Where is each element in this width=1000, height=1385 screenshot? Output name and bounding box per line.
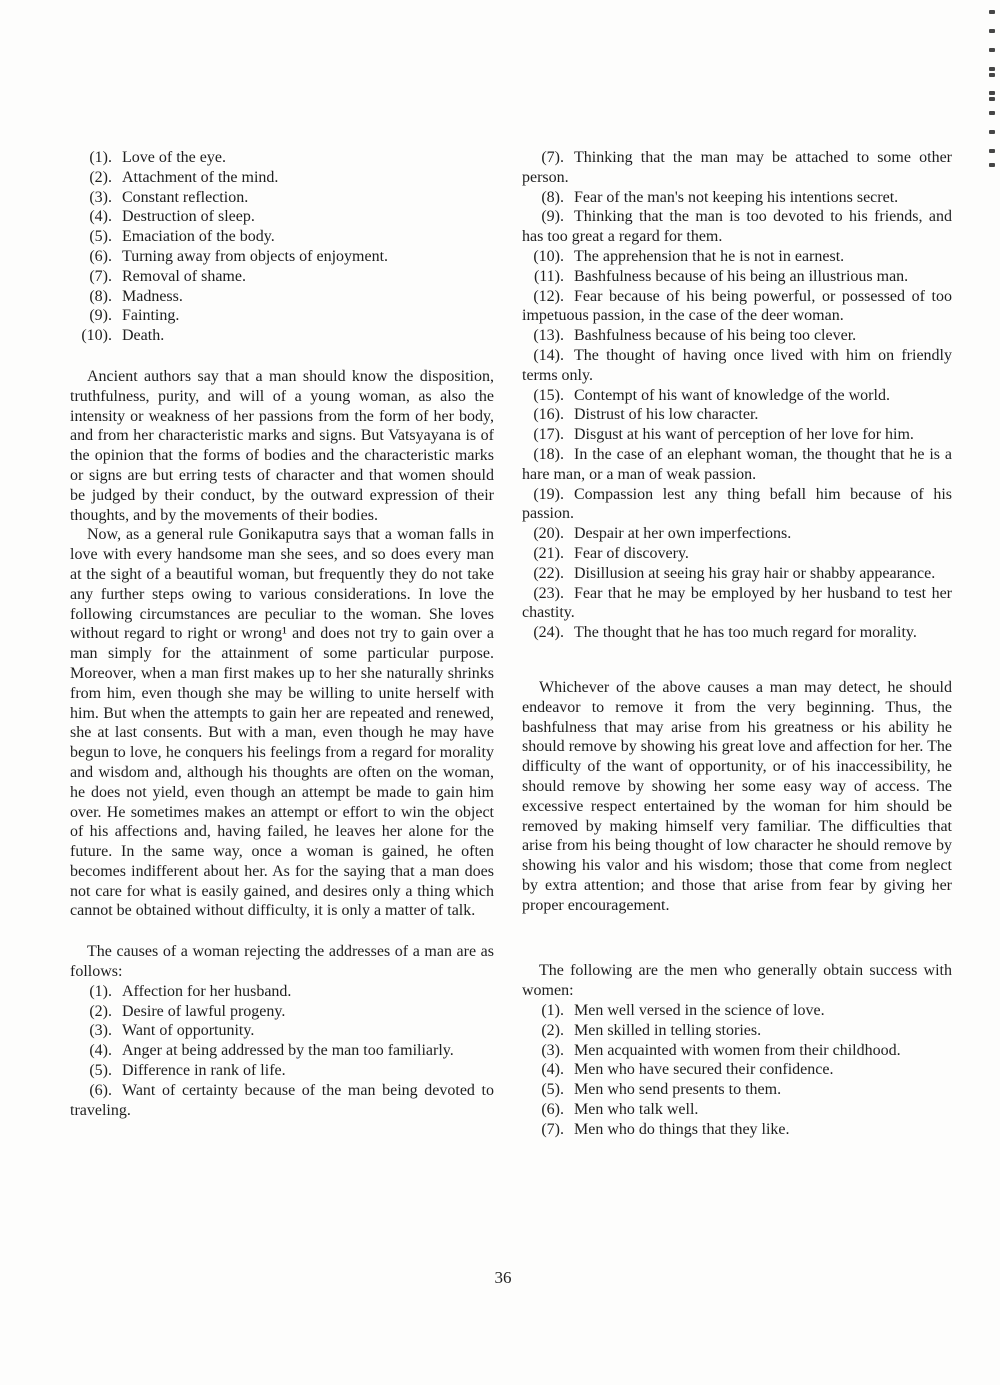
item-text: Difference in rank of life.: [122, 1062, 286, 1080]
list-item: [522, 1021, 952, 1041]
item-number: (21).: [533, 544, 564, 562]
item-text: The apprehension that he is not in earnest.: [574, 247, 845, 265]
item-number: (12).: [533, 287, 564, 305]
list-item: [70, 287, 494, 307]
scan-artifact-mark: [989, 91, 995, 95]
item-text: Men who talk well.: [574, 1101, 699, 1119]
item-number: (19).: [533, 485, 564, 503]
scan-artifact-mark: [989, 149, 995, 153]
list-item: [70, 188, 494, 208]
list-item: [70, 247, 494, 267]
list-item: [522, 1080, 952, 1100]
list-item: [522, 1041, 952, 1061]
item-text: Men who have secured their confidence.: [574, 1061, 834, 1079]
item-text: Men who do things that they like.: [574, 1120, 790, 1138]
item-text: Madness.: [122, 287, 183, 305]
list-item: [70, 1081, 494, 1121]
scan-artifact-mark: [989, 130, 995, 134]
list-item: [70, 982, 494, 1002]
scan-artifact-mark: [989, 67, 995, 71]
item-number: (4).: [541, 1061, 564, 1079]
item-number: (9).: [89, 307, 112, 325]
item-number: (1).: [89, 149, 112, 166]
list-item: [522, 564, 952, 584]
item-number: (2).: [89, 168, 112, 186]
item-text: Emaciation of the body.: [122, 228, 275, 246]
rejection-list: [70, 982, 494, 1121]
text-columns: [70, 148, 952, 1140]
item-number: (13).: [533, 327, 564, 345]
item-text: Constant reflection.: [122, 188, 249, 206]
list-item: [522, 524, 952, 544]
item-text: Fear that he may be employed by her husband to test her chastity.: [522, 584, 952, 622]
item-text: In the case of an elephant woman, the thought that he is a hare man, or a man of weak passion.: [522, 445, 952, 483]
paragraph-ancient-authors: Ancient authors say that a man should know the disposition, truthfulness, purity, and will of a young woman, as also the intensity or weakness of her passions from the form of her body, and from her characteristic marks and signs. But Vatsyayana is of the opinion that the forms of bodies and the characteristic marks or signs are but erring tests of character and that women should be judged by their conduct, by the outward expression of their thoughts, and by the movements of their bodies.: [70, 367, 494, 524]
item-number: (5).: [541, 1081, 564, 1099]
item-number: (11).: [533, 267, 564, 285]
list-item: [522, 405, 952, 425]
scan-artifact-mark: [989, 111, 995, 115]
item-text: The thought that he has too much regard for morality.: [574, 624, 917, 642]
item-number: (23).: [533, 584, 564, 602]
item-text: Disillusion at seeing his gray hair or shabby appearance.: [574, 564, 936, 582]
item-number: (7).: [541, 149, 564, 166]
item-number: (7).: [541, 1120, 564, 1138]
symptoms-list: [70, 148, 494, 346]
page-number: 36: [494, 1268, 512, 1287]
item-text: Love of the eye.: [122, 149, 226, 166]
item-text: Affection for her husband.: [122, 982, 292, 1000]
list-item: [522, 445, 952, 485]
item-number: (7).: [89, 267, 112, 285]
item-text: Attachment of the mind.: [122, 168, 279, 186]
list-item: [522, 267, 952, 287]
list-item: [70, 1021, 494, 1041]
item-number: (8).: [541, 188, 564, 206]
item-text: Men acquainted with women from their childhood.: [574, 1041, 901, 1059]
item-number: (6).: [89, 1081, 112, 1099]
list-item: [522, 148, 952, 188]
list-item: [522, 544, 952, 564]
item-text: Thinking that the man is too devoted to his friends, and has too great a regard for them.: [522, 208, 952, 246]
scan-artifact-mark: [989, 97, 995, 101]
item-number: (2).: [89, 1002, 112, 1020]
item-text: Anger at being addressed by the man too familiarly.: [122, 1042, 454, 1060]
item-text: Fainting.: [122, 307, 180, 325]
item-number: (17).: [533, 426, 564, 444]
item-number: (1).: [89, 982, 112, 1000]
rejection-intro: The causes of a woman rejecting the addresses of a man are as follows:: [70, 943, 494, 981]
item-text: Men well versed in the science of love.: [574, 1002, 825, 1020]
item-number: (4).: [89, 208, 112, 226]
item-number: (5).: [89, 1062, 112, 1080]
item-number: (16).: [533, 406, 564, 424]
item-text: Turning away from objects of enjoyment.: [122, 247, 389, 265]
item-number: (10).: [533, 247, 564, 265]
scan-artifact-mark: [989, 29, 995, 33]
list-item: [522, 188, 952, 208]
list-item: [70, 1041, 494, 1061]
list-item: [522, 425, 952, 445]
item-number: (9).: [541, 208, 564, 226]
item-number: (22).: [533, 564, 564, 582]
item-text: Want of certainty because of the man being devoted to traveling.: [70, 1081, 494, 1119]
item-text: Fear of the man's not keeping his intentions secret.: [574, 188, 899, 206]
list-item: [522, 584, 952, 624]
list-item: [522, 623, 952, 643]
item-number: (6).: [541, 1101, 564, 1119]
item-text: Removal of shame.: [122, 267, 246, 285]
list-item: [70, 168, 494, 188]
item-number: (24).: [533, 624, 564, 642]
list-item: [70, 207, 494, 227]
scan-artifact-mark: [989, 10, 995, 14]
list-item: [522, 346, 952, 386]
list-item: [522, 207, 952, 247]
paragraph-gonikaputra: Now, as a general rule Gonikaputra says that a woman falls in love with every handsome man she sees, and so does every man at the sight of a beautiful woman, but frequently they do not take any further steps owing to various considerations. In love the following circumstances are peculiar to the woman. She loves without regard to right or wrong¹ and does not try to gain over a man simply for the attainment of some particular purpose. Moreover, when a man first makes up to her she naturally shrinks from him, even though she may be willing to unite herself with him. But when the attempts to gain her are repeated and renewed, she at last consents. But with a man, even though he may have begun to love, he conquers his feelings from a regard for morality and wisdom and, although his thoughts are often on the woman, he does not yield, even though an attempt be made to gain him over. He sometimes makes an attempt or effort to win the object of his affections and, having failed, he leaves her alone for the future. In the same way, once a woman is gained, he often becomes indifferent about her. As for the saying that a man does not care for what is easily gained, and desires only a thing which cannot be obtained without difficulty, it is only a matter of talk.: [70, 526, 494, 920]
item-text: Despair at her own imperfections.: [574, 525, 792, 543]
list-item: [522, 485, 952, 525]
item-number: (14).: [533, 346, 564, 364]
list-item: [522, 247, 952, 267]
item-text: Disgust at his want of perception of her love for him.: [574, 426, 914, 444]
list-item: [522, 326, 952, 346]
scan-artifact-mark: [989, 48, 995, 52]
list-item: [70, 227, 494, 247]
list-item: [70, 1061, 494, 1081]
scan-artifact-mark: [989, 73, 995, 77]
text-column-right: [522, 148, 952, 1140]
item-number: (1).: [541, 1002, 564, 1020]
item-number: (15).: [533, 386, 564, 404]
list-item: [70, 306, 494, 326]
paragraph-whichever: Whichever of the above causes a man may detect, he should endeavor to remove it from the very beginning. Thus, the bashfulness that may arise from his greatness or his ability he should remove by showing his great love and affection for her. The difficulty of the want of opportunity, or of his inaccessibility, he should remove by showing her some easy way of access. The excessive respect entertained by the woman for him should be removed by making himself very familiar. The difficulties that arise from his being thought of low character he should remove by showing his valor and his wisdom; those that come from neglect by extra attention; and those that arise from fear by giving her proper encouragement.: [522, 678, 952, 914]
item-text: Men skilled in telling stories.: [574, 1021, 762, 1039]
item-text: The thought of having once lived with him on friendly terms only.: [522, 346, 952, 384]
item-text: Destruction of sleep.: [122, 208, 255, 226]
list-item: [522, 287, 952, 327]
item-text: Fear because of his being powerful, or possessed of too impetuous passion, in the case of the deer woman.: [522, 287, 952, 325]
item-text: Compassion lest any thing befall him because of his passion.: [522, 485, 952, 523]
item-number: (3).: [541, 1041, 564, 1059]
item-number: (18).: [533, 445, 564, 463]
item-number: (4).: [89, 1042, 112, 1060]
scan-artifact-mark: [989, 163, 995, 167]
list-item: [522, 1060, 952, 1080]
item-text: Death.: [122, 327, 165, 345]
item-number: (10).: [81, 327, 112, 345]
list-item: [70, 267, 494, 287]
item-text: Men who send presents to them.: [574, 1081, 782, 1099]
list-item: [70, 326, 494, 346]
item-text: Want of opportunity.: [122, 1022, 255, 1040]
list-item: [70, 148, 494, 168]
item-number: (2).: [541, 1021, 564, 1039]
text-column-left: [70, 148, 494, 1140]
item-text: Bashfulness because of his being an illustrious man.: [574, 267, 909, 285]
success-intro: The following are the men who generally obtain success with women:: [522, 962, 952, 1000]
item-number: (3).: [89, 188, 112, 206]
item-number: (6).: [89, 247, 112, 265]
item-text: Distrust of his low character.: [574, 406, 759, 424]
item-number: (3).: [89, 1022, 112, 1040]
list-item: [522, 386, 952, 406]
list-item: [522, 1100, 952, 1120]
item-text: Desire of lawful progeny.: [122, 1002, 286, 1020]
item-number: (8).: [89, 287, 112, 305]
item-number: (20).: [533, 525, 564, 543]
list-item: [522, 1120, 952, 1140]
success-list: [522, 1001, 952, 1140]
list-item: [70, 1002, 494, 1022]
considerations-list: [522, 148, 952, 643]
item-text: Thinking that the man may be attached to some other person.: [522, 149, 952, 186]
item-number: (5).: [89, 228, 112, 246]
list-item: [522, 1001, 952, 1021]
item-text: Bashfulness because of his being too clever.: [574, 327, 857, 345]
item-text: Fear of discovery.: [574, 544, 689, 562]
item-text: Contempt of his want of knowledge of the world.: [574, 386, 890, 404]
